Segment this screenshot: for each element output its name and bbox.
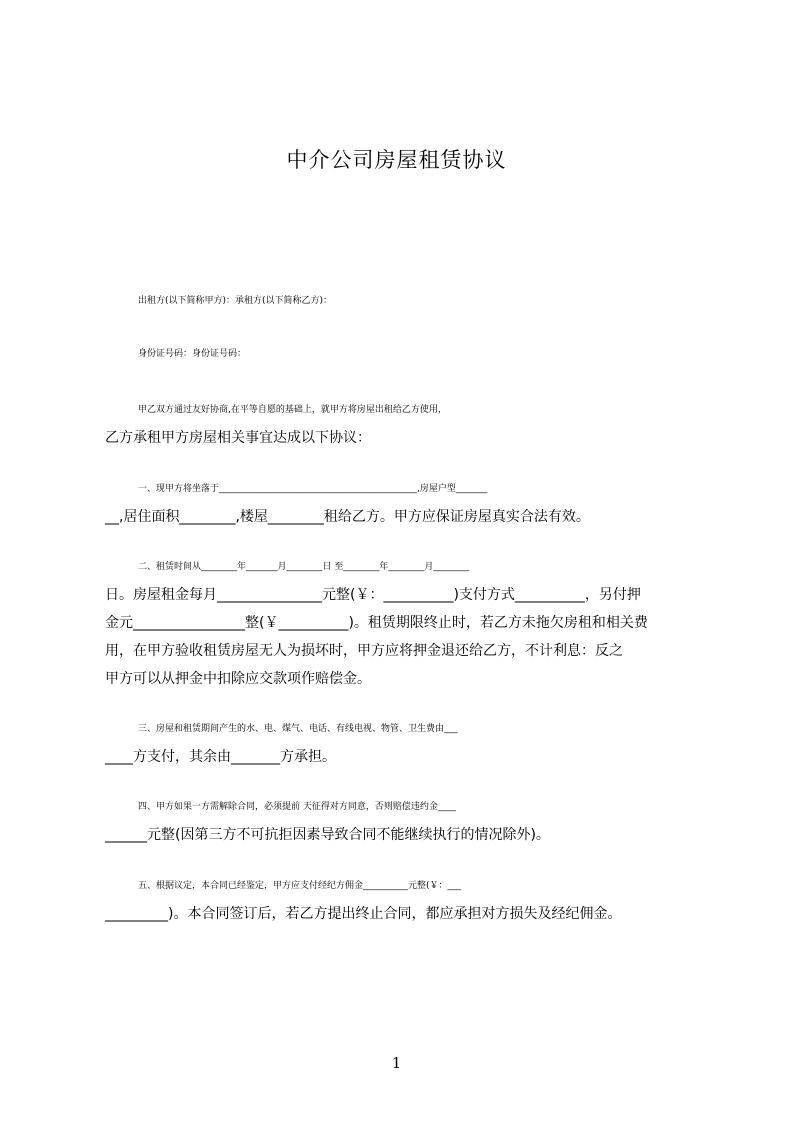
paragraph-line: 二、租赁时间从________年_______月________日 至________年________月________ [138,562,470,572]
page-number: 1 [391,1054,402,1072]
paragraph-line: ____方支付，其余由_______方承担。 [105,749,336,765]
paragraph-line: 出租方(以下简称甲方)：承租方(以下简称乙方)： [138,296,333,306]
paragraph-line: 四、甲方如果一方需解除合同，必须提前 天征得对方同意，否则赔偿违约金____ [138,802,456,812]
paragraph-line: _________)。本合同签订后，若乙方提出终止合同，都应承担对方损失及经纪佣金。 [105,906,622,922]
parties-paragraph [105,287,705,315]
paragraph-line: 金元________________整(￥__________)。租赁期限终止时，若乙方未拖欠房租和相关费 [105,615,648,631]
id-number-paragraph [105,340,705,368]
paragraph-line: 乙方承租甲方房屋相关事宜达成以下协议： [105,430,371,446]
document-title: 中介公司房屋租赁协议 [286,148,507,172]
clause-5-paragraph [105,872,705,928]
paragraph-line: 三、房屋和租赁期间产生的水、电、煤气、电话、有线电视、物管、卫生费由___ [138,724,458,734]
clause-1-paragraph [105,475,705,531]
paragraph-line: 甲乙双方通过友好协商,在平等自愿的基础上，就甲方将房屋出租给乙方使用， [138,405,447,415]
paragraph-line: 用，在甲方验收租赁房屋无人为损坏时，甲方应将押金退还给乙方，不计利息：反之 [105,643,623,659]
clause-2-paragraph [105,553,705,693]
paragraph-line: 五、根据议定，本合同已经鉴定，甲方应支付经纪方佣金__________元整(￥：___ [138,881,462,891]
clause-3-paragraph [105,715,705,771]
preamble-paragraph [105,396,705,452]
paragraph-line: 日。房屋租金每月_______________元整(￥：__________)支付方式__________，另付押 [105,587,641,603]
paragraph-line: 一、现甲方将坐落于____________________________________________,房屋户型_______ [138,484,488,494]
paragraph-line: 身份证号码：身份证号码： [138,349,247,359]
paragraph-line: __,居住面积________,楼屋________租给乙方。甲方应保证房屋真实合法有效。 [105,509,590,525]
paragraph-line: ______元整(因第三方不可抗拒因素导致合同不能继续执行的情况除外)。 [105,827,550,843]
clause-4-paragraph [105,793,705,849]
paragraph-line: 甲方可以从押金中扣除应交款项作赔偿金。 [105,671,371,687]
